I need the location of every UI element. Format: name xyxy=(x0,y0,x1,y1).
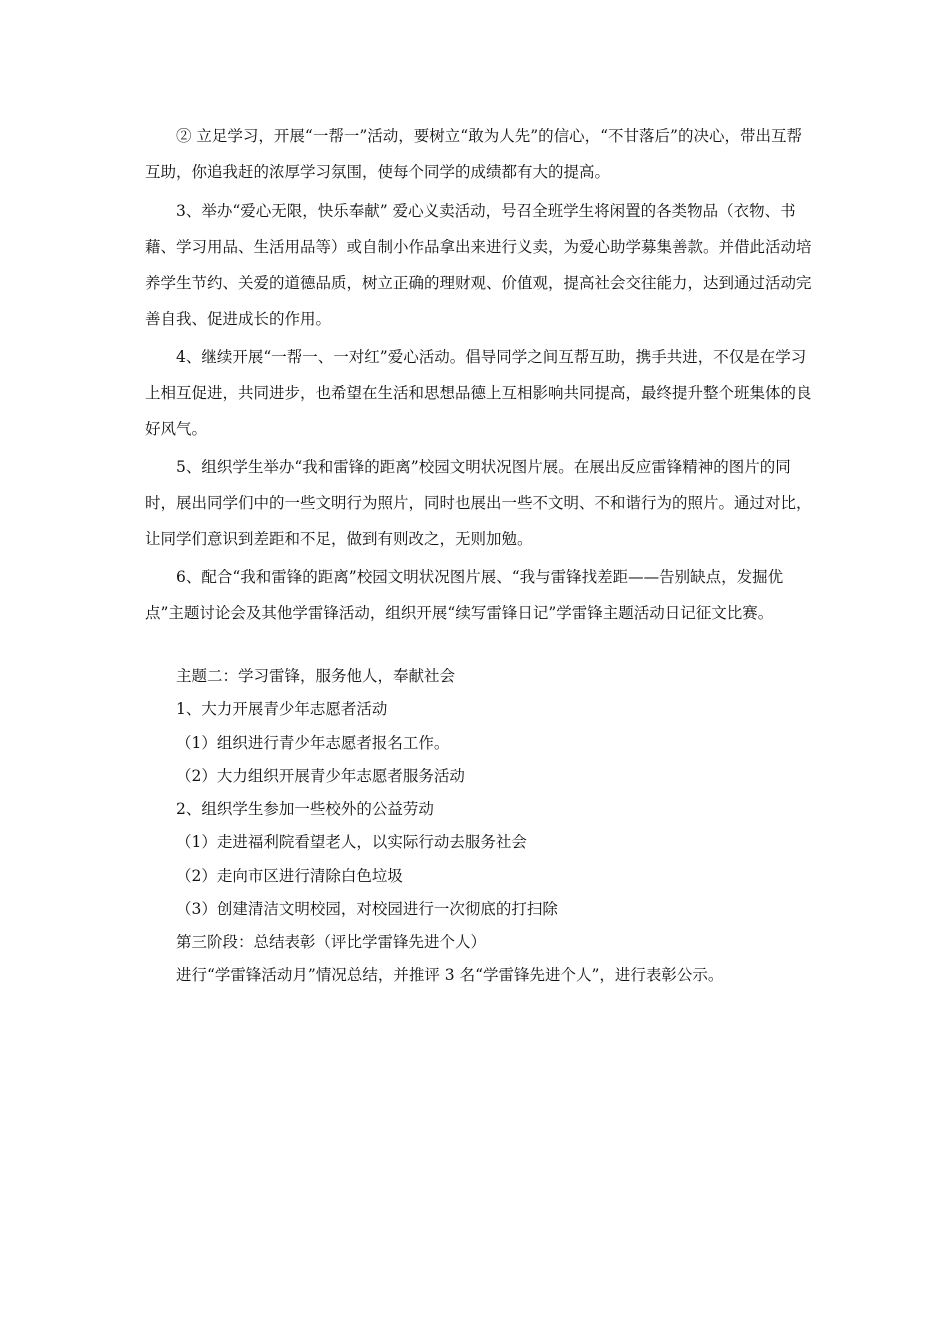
heading-stage-three: 第三阶段：总结表彰（评比学雷锋先进个人） xyxy=(176,933,487,951)
list-item: （2）大力组织开展青少年志愿者服务活动 xyxy=(176,767,465,785)
list-item: 1、大力开展青少年志愿者活动 xyxy=(176,700,388,718)
list-item: （1）走进福利院看望老人，以实际行动去服务社会 xyxy=(176,833,527,851)
paragraph-love-activity: 4、继续开展“一帮一、一对红”爱心活动。倡导同学之间互帮互助，携手共进，不仅是在学习上相互促进，共同进步，也希望在生活和思想品德上互相影响共同提高，最终提升整个班集体的良好风气。 xyxy=(145,348,812,438)
paragraph-charity-sale: 3、举办“爱心无限，快乐奉献” 爱心义卖活动，号召全班学生将闲置的各类物品（衣物、书藉、学习用品、生活用品等）或自制小作品拿出来进行义卖，为爱心助学募集善款。并借此活动培养学生节约、关爱的道德品质，树立正确的理财观、价值观，提高社会交往能力，达到通过活动完善自我、促进成长的作用。 xyxy=(145,202,812,328)
paragraph-photo-exhibition: 5、组织学生举办“我和雷锋的距离”校园文明状况图片展。在展出反应雷锋精神的图片的同时，展出同学们中的一些文明行为照片，同时也展出一些不文明、不和谐行为的照片。通过对比，让同学们意识到差距和不足，做到有则改之，无则加勉。 xyxy=(145,458,812,548)
heading-theme-two: 主题二：学习雷锋，服务他人，奉献社会 xyxy=(176,667,456,685)
paragraph-help-one-another: ② 立足学习，开展“一帮一”活动，要树立“敢为人先”的信心，“不甘落后”的决心，带出互帮互助，你追我赶的浓厚学习氛围，使每个同学的成绩都有大的提高。 xyxy=(145,127,802,181)
list-item: （2）走向市区进行清除白色垃圾 xyxy=(176,867,403,885)
summary-line: 进行“学雷锋活动月”情况总结，并推评 3 名“学雷锋先进个人”，进行表彰公示。 xyxy=(176,966,724,984)
list-item: 2、组织学生参加一些校外的公益劳动 xyxy=(176,800,434,818)
list-item: （3）创建清洁文明校园，对校园进行一次彻底的打扫除 xyxy=(176,900,558,918)
list-item: （1）组织进行青少年志愿者报名工作。 xyxy=(176,734,450,752)
paragraph-diary-contest: 6、配合“我和雷锋的距离”校园文明状况图片展、“我与雷锋找差距——告别缺点，发掘优点”主题讨论会及其他学雷锋活动，组织开展“续写雷锋日记”学雷锋主题活动日记征文比赛。 xyxy=(145,568,784,622)
